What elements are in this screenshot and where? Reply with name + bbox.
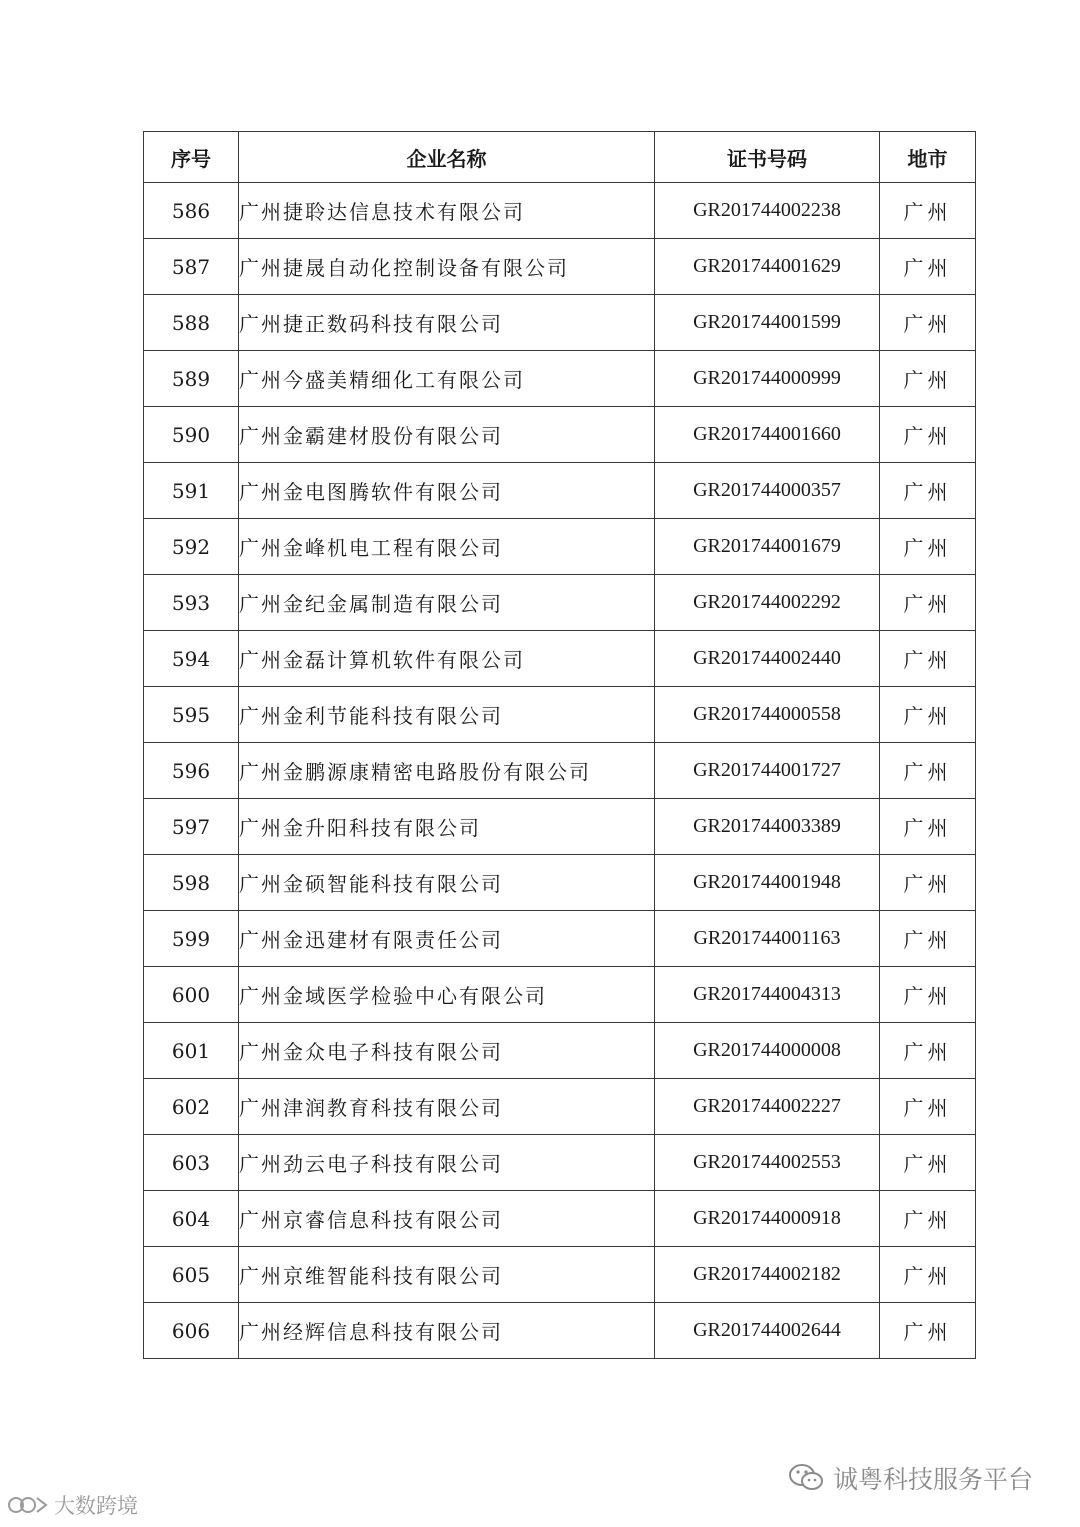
table-row bbox=[144, 575, 976, 631]
cell-city: 广州 bbox=[880, 1023, 976, 1079]
cell-certificate-number: GR201744001660 bbox=[655, 407, 880, 463]
cell-company-name: 广州捷聆达信息技术有限公司 bbox=[239, 183, 655, 239]
cell-serial-number: 602 bbox=[144, 1079, 239, 1135]
cell-city: 广州 bbox=[880, 351, 976, 407]
cell-city: 广州 bbox=[880, 1079, 976, 1135]
cell-company-name: 广州京维智能科技有限公司 bbox=[239, 1247, 655, 1303]
watermark-right-text: 诚粤科技服务平台 bbox=[833, 1465, 1034, 1494]
cell-city: 广州 bbox=[880, 463, 976, 519]
table-row bbox=[144, 295, 976, 351]
cell-serial-number: 606 bbox=[144, 1303, 239, 1359]
wechat-icon bbox=[787, 1462, 825, 1494]
cell-company-name: 广州金利节能科技有限公司 bbox=[239, 687, 655, 743]
cell-city: 广州 bbox=[880, 1247, 976, 1303]
watermark-left bbox=[6, 1490, 138, 1520]
table-row bbox=[144, 1023, 976, 1079]
cell-company-name: 广州金电图腾软件有限公司 bbox=[239, 463, 655, 519]
cell-company-name: 广州经辉信息科技有限公司 bbox=[239, 1303, 655, 1359]
cell-serial-number: 600 bbox=[144, 967, 239, 1023]
header-certificate-number: 证书号码 bbox=[655, 132, 880, 183]
cell-certificate-number: GR201744003389 bbox=[655, 799, 880, 855]
cell-serial-number: 599 bbox=[144, 911, 239, 967]
cell-city: 广州 bbox=[880, 743, 976, 799]
cell-serial-number: 589 bbox=[144, 351, 239, 407]
cell-serial-number: 586 bbox=[144, 183, 239, 239]
cell-city: 广州 bbox=[880, 911, 976, 967]
cell-city: 广州 bbox=[880, 799, 976, 855]
table-row bbox=[144, 631, 976, 687]
cell-certificate-number: GR201744004313 bbox=[655, 967, 880, 1023]
table-row bbox=[144, 351, 976, 407]
cell-certificate-number: GR201744002227 bbox=[655, 1079, 880, 1135]
cell-company-name: 广州金鹏源康精密电路股份有限公司 bbox=[239, 743, 655, 799]
cell-serial-number: 598 bbox=[144, 855, 239, 911]
table-row bbox=[144, 1247, 976, 1303]
cell-certificate-number: GR201744001948 bbox=[655, 855, 880, 911]
cell-serial-number: 601 bbox=[144, 1023, 239, 1079]
table-row bbox=[144, 967, 976, 1023]
cell-certificate-number: GR201744000558 bbox=[655, 687, 880, 743]
cell-company-name: 广州津润教育科技有限公司 bbox=[239, 1079, 655, 1135]
cell-company-name: 广州捷正数码科技有限公司 bbox=[239, 295, 655, 351]
cell-city: 广州 bbox=[880, 239, 976, 295]
cell-city: 广州 bbox=[880, 967, 976, 1023]
table-row bbox=[144, 1191, 976, 1247]
watermark-right bbox=[787, 1460, 1033, 1496]
cell-city: 广州 bbox=[880, 1303, 976, 1359]
cell-company-name: 广州捷晟自动化控制设备有限公司 bbox=[239, 239, 655, 295]
brand-logo-icon bbox=[6, 1492, 50, 1518]
cell-company-name: 广州金域医学检验中心有限公司 bbox=[239, 967, 655, 1023]
certificate-table-container bbox=[143, 131, 975, 1359]
cell-city: 广州 bbox=[880, 183, 976, 239]
cell-certificate-number: GR201744000357 bbox=[655, 463, 880, 519]
cell-company-name: 广州劲云电子科技有限公司 bbox=[239, 1135, 655, 1191]
table-row bbox=[144, 1303, 976, 1359]
table-row bbox=[144, 855, 976, 911]
cell-serial-number: 595 bbox=[144, 687, 239, 743]
certificate-table bbox=[143, 131, 976, 1359]
cell-city: 广州 bbox=[880, 407, 976, 463]
header-city: 地市 bbox=[880, 132, 976, 183]
cell-company-name: 广州今盛美精细化工有限公司 bbox=[239, 351, 655, 407]
cell-serial-number: 594 bbox=[144, 631, 239, 687]
cell-serial-number: 592 bbox=[144, 519, 239, 575]
table-row bbox=[144, 407, 976, 463]
cell-city: 广州 bbox=[880, 855, 976, 911]
cell-company-name: 广州金纪金属制造有限公司 bbox=[239, 575, 655, 631]
cell-serial-number: 597 bbox=[144, 799, 239, 855]
table-row bbox=[144, 799, 976, 855]
cell-company-name: 广州金众电子科技有限公司 bbox=[239, 1023, 655, 1079]
cell-serial-number: 596 bbox=[144, 743, 239, 799]
cell-certificate-number: GR201744002644 bbox=[655, 1303, 880, 1359]
cell-certificate-number: GR201744002238 bbox=[655, 183, 880, 239]
cell-company-name: 广州金升阳科技有限公司 bbox=[239, 799, 655, 855]
header-serial-number: 序号 bbox=[144, 132, 239, 183]
cell-serial-number: 603 bbox=[144, 1135, 239, 1191]
cell-city: 广州 bbox=[880, 295, 976, 351]
table-row bbox=[144, 1135, 976, 1191]
cell-company-name: 广州京睿信息科技有限公司 bbox=[239, 1191, 655, 1247]
cell-company-name: 广州金霸建材股份有限公司 bbox=[239, 407, 655, 463]
cell-city: 广州 bbox=[880, 631, 976, 687]
cell-certificate-number: GR201744001679 bbox=[655, 519, 880, 575]
cell-serial-number: 605 bbox=[144, 1247, 239, 1303]
cell-certificate-number: GR201744002292 bbox=[655, 575, 880, 631]
cell-city: 广州 bbox=[880, 687, 976, 743]
cell-certificate-number: GR201744000918 bbox=[655, 1191, 880, 1247]
cell-company-name: 广州金磊计算机软件有限公司 bbox=[239, 631, 655, 687]
cell-city: 广州 bbox=[880, 1135, 976, 1191]
cell-city: 广州 bbox=[880, 519, 976, 575]
table-row bbox=[144, 463, 976, 519]
table-row bbox=[144, 687, 976, 743]
cell-certificate-number: GR201744000999 bbox=[655, 351, 880, 407]
cell-company-name: 广州金迅建材有限责任公司 bbox=[239, 911, 655, 967]
table-row bbox=[144, 239, 976, 295]
table-row bbox=[144, 519, 976, 575]
cell-certificate-number: GR201744002553 bbox=[655, 1135, 880, 1191]
cell-certificate-number: GR201744001629 bbox=[655, 239, 880, 295]
cell-company-name: 广州金硕智能科技有限公司 bbox=[239, 855, 655, 911]
table-row bbox=[144, 743, 976, 799]
cell-serial-number: 588 bbox=[144, 295, 239, 351]
cell-certificate-number: GR201744001727 bbox=[655, 743, 880, 799]
table-header-row bbox=[144, 132, 976, 183]
table-row bbox=[144, 1079, 976, 1135]
cell-serial-number: 604 bbox=[144, 1191, 239, 1247]
cell-certificate-number: GR201744002182 bbox=[655, 1247, 880, 1303]
cell-certificate-number: GR201744000008 bbox=[655, 1023, 880, 1079]
watermark-left-text: 大数跨境 bbox=[54, 1494, 138, 1518]
cell-certificate-number: GR201744001163 bbox=[655, 911, 880, 967]
cell-certificate-number: GR201744001599 bbox=[655, 295, 880, 351]
table-body bbox=[144, 183, 976, 1359]
cell-company-name: 广州金峰机电工程有限公司 bbox=[239, 519, 655, 575]
table-row bbox=[144, 183, 976, 239]
cell-city: 广州 bbox=[880, 1191, 976, 1247]
table-row bbox=[144, 911, 976, 967]
cell-serial-number: 591 bbox=[144, 463, 239, 519]
cell-serial-number: 590 bbox=[144, 407, 239, 463]
cell-city: 广州 bbox=[880, 575, 976, 631]
cell-serial-number: 593 bbox=[144, 575, 239, 631]
cell-certificate-number: GR201744002440 bbox=[655, 631, 880, 687]
header-company-name: 企业名称 bbox=[239, 132, 655, 183]
cell-serial-number: 587 bbox=[144, 239, 239, 295]
